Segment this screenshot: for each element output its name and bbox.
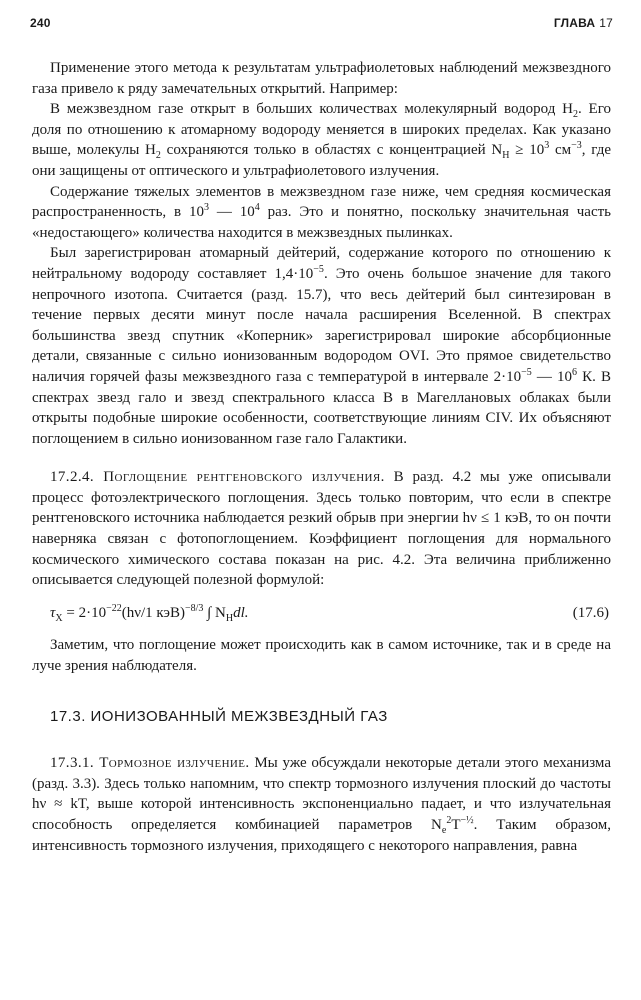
page-number: 240: [30, 16, 51, 30]
chapter-label: [554, 16, 613, 30]
subsection-heading: 17.2.4. Поглощение рентгеновского излучения.: [50, 469, 385, 486]
page-body: [32, 58, 611, 856]
paragraph-deuterium: Был зарегистрирован атомарный дейтерий, содержание которого по отношению к нейтральному водороду составляет $1,4\cdot 10^{-5}$. Это очень большое значение для такого непрочного изотопа. Считается (разд. 15.7), что весь дейтерий был синтезирован в течение первых десяти минут после начала расширения Вселенной. В спектрах большинства звезд спутник «Коперник» зарегистрировал широкие абсорбционные детали, связанные с сильно ионизованным водородом OVI. Это прямое свидетельство наличия горячей фазы межзвездного газа с температурой в интервале $2\cdot 10^{-5}$ — $10^6$ К. В спектрах звезд гало и звезд спектрального класса B в Магеллановых облаках были открыты подобные широкие особенности, соответствующие линиям CIV. Их объясняют поглощением в сильно ионизованном газе гало Галактики.: [32, 245, 612, 447]
equation-body: $\tau_X = 2\cdot 10^{-22}(h\nu/1$ кэВ)$^{-8/3}$ ∫ $N_Hdl$.: [50, 602, 249, 624]
subsection-heading-2: 17.3.1. Тормозное излучение.: [50, 755, 250, 772]
equation-17-6: [50, 603, 611, 624]
equation-number: (17.6): [572, 604, 609, 621]
paragraph-molecular-hydrogen: В межзвездном газе открыт в больших количествах молекулярный водород $H_2$. Его доля по отношению к атомарному водороду меняется в широких пределах. Как указано выше, молекулы $H_2$ сохраняются только в областях с концентрацией $N_H \ge 10^3$ $см^{-3}$, где они защищены от оптического и ультрафиолетового излучения.: [32, 101, 612, 179]
section-title: 17.3. ИОНИЗОВАННЫЙ МЕЖЗВЕЗДНЫЙ ГАЗ: [50, 707, 388, 725]
page-header: [30, 16, 613, 30]
paragraph-xray-absorption: 17.2.4. Поглощение рентгеновского излучения. В разд. 4.2 мы уже описывали процесс фотоэлектрического поглощения. Здесь только повторим, что если в спектре рентгеновского источника наблюдается резкий обрыв при энергии hν ≤ 1 кэВ, то он почти наверняка связан с фотопоглощением. Коэффициент поглощения для нормального космического химического состава показан на рис. 4.2. Эта величина приближенно описывается следующей полезной формулой:: [32, 469, 611, 589]
paragraph-intro: Применение этого метода к результатам ультрафиолетовых наблюдений межзвездного газа привело к ряду замечательных открытий. Например:: [32, 60, 611, 97]
paragraph-bremsstrahlung: 17.3.1. Тормозное излучение. Мы уже обсуждали некоторые детали этого механизма (разд. 3.3). Здесь только напомним, что спектр тормозного излучения плоский до частоты hν ≈ kT, выше которой интенсивность экспоненциально падает, и что излучательная способность определяется комбинацией параметров $N_e^2T^{-\frac{1}{2}}$. Таким образом, интенсивность тормозного излучения, приходящего с некоторого направления, равна: [32, 755, 611, 854]
chapter-word: ГЛАВА: [553, 16, 596, 30]
chapter-number: 17: [599, 16, 613, 30]
paragraph-note: Заметим, что поглощение может происходить как в самом источнике, так и в среде на луче зрения наблюдателя.: [32, 637, 611, 675]
paragraph-heavy-elements: Содержание тяжелых элементов в межзвездном газе ниже, чем средняя космическая распространенность, в $10^3$ — $10^4$ раз. Это и понятно, поскольку значительная часть «недостающего» количества находится в межзвездных пылинках.: [32, 183, 612, 241]
